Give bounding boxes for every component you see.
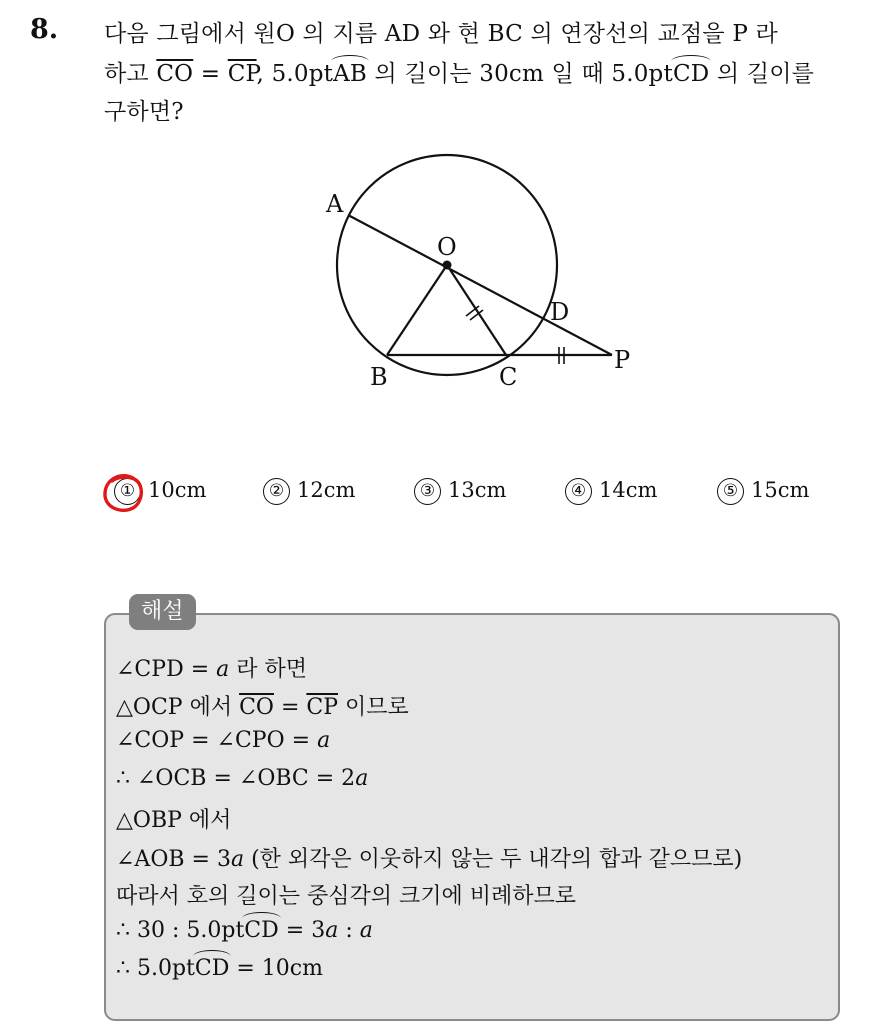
question-text-line3: 구하면? [104,99,184,125]
solution-line-6: ∠AOB = 3a (한 외각은 이웃하지 않는 두 내각의 합과 같으므로) [116,847,743,872]
segment-o-b [387,265,447,355]
label-p: P [614,346,631,374]
center-point [443,261,452,270]
geometry-figure [318,150,648,400]
question-text-line2: 하고 $\overline{CO} = \overline{CP}$, 5.0ptAB 의 길이는 30cm 일 때 5.0ptCD 의 길이를 [104,61,815,87]
choice-2[interactable]: ② 12cm [263,478,355,505]
solution-line-8: ∴ 30 : 5.0ptCD = 3a : a [116,918,373,943]
segment-cp: $\overline{CP}$ [227,61,257,87]
question-number: 8. [30,14,59,45]
arc-cd: CD [672,61,710,87]
solution-line-1: ∠CPD = a 라 하면 [116,657,308,682]
solution-line-5: △OBP 에서 [116,808,232,833]
solution-line-3: ∠COP = ∠CPO = a [116,728,331,753]
choice-1[interactable]: ① 10cm [114,478,206,505]
segment-o-c [447,265,506,355]
label-a: A [326,190,344,218]
arc-ab: AB [333,61,368,87]
line-a-p [348,215,612,355]
label-d: D [550,298,570,326]
segment-co: $\overline{CO}$ [156,61,194,87]
question-text-line1: 다음 그림에서 원O 의 지름 AD 와 현 BC 의 연장선의 교점을 P 라 [104,21,778,47]
label-b: B [370,363,388,391]
answer-choices [106,478,846,512]
solution-line-9: ∴ 5.0ptCD = 10cm [116,956,323,981]
solution-line-7: 따라서 호의 길이는 중심각의 크기에 비례하므로 [116,884,577,909]
selected-answer-circle-icon [100,472,148,518]
solution-line-4: ∴ ∠OCB = ∠OBC = 2a [116,766,369,791]
choice-4[interactable]: ④ 14cm [565,478,657,505]
solution-tag: 해설 [129,594,196,630]
choice-3[interactable]: ③ 13cm [414,478,506,505]
label-c: C [499,363,518,391]
solution-line-2: △OCP 에서 $\overline{CO} = \overline{CP}$ 이므로 [116,695,409,720]
choice-5[interactable]: ⑤ 15cm [717,478,809,505]
label-o: O [437,233,457,261]
